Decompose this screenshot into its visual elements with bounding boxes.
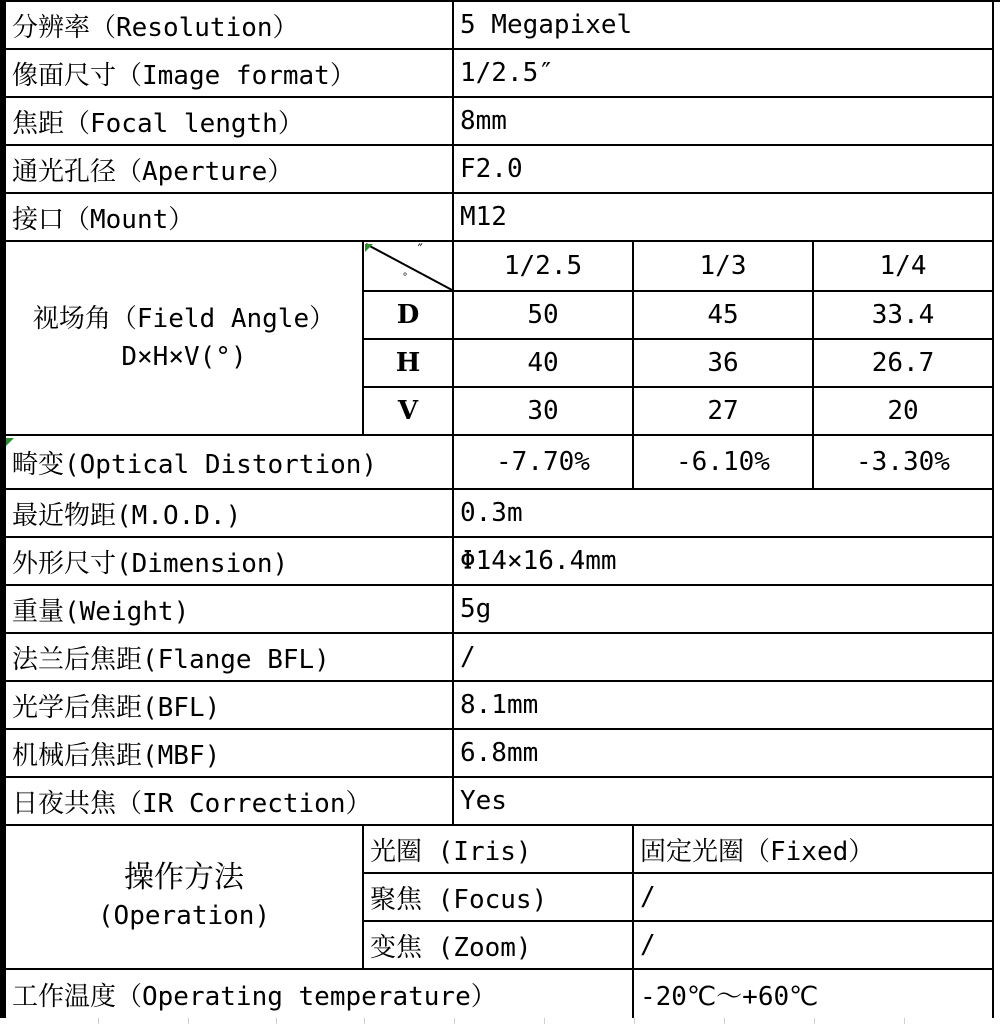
weight-value: 5g [454, 586, 994, 634]
mbf-label: 机械后焦距(MBF) [6, 730, 454, 778]
iris-value: 固定光圈（Fixed） [634, 826, 994, 874]
v-value-1: 30 [454, 388, 634, 436]
image-format-label: 像面尺寸（Image format） [6, 50, 454, 98]
iris-label: 光圈 (Iris) [364, 826, 634, 874]
resolution-label: 分辨率（Resolution） [6, 2, 454, 50]
field-angle-label [6, 242, 364, 436]
grid-footer [0, 1018, 1000, 1024]
axis-d-label: D [364, 292, 454, 340]
mod-value: 0.3m [454, 490, 994, 538]
h-value-2: 36 [634, 340, 814, 388]
grid-tick [364, 1018, 365, 1024]
bfl-value: 8.1mm [454, 682, 994, 730]
v-value-2: 27 [634, 388, 814, 436]
field-angle-label-line1: 视场角（Field Angle） [32, 304, 336, 334]
d-value-2: 45 [634, 292, 814, 340]
field-angle-label-line2: D×H×V(°) [121, 342, 247, 372]
zoom-value: / [634, 922, 994, 970]
distortion-value-3: -3.30% [814, 436, 994, 490]
field-angle-corner-cell [364, 242, 454, 292]
focus-value: / [634, 874, 994, 922]
operation-label [6, 826, 364, 970]
mod-label: 最近物距(M.O.D.) [6, 490, 454, 538]
operation-label-line1: 操作方法 [124, 860, 244, 895]
axis-h-label: H [364, 340, 454, 388]
dimension-label: 外形尺寸(Dimension) [6, 538, 454, 586]
distortion-value-1: -7.70% [454, 436, 634, 490]
format-header-3: 1/4 [814, 242, 994, 292]
grid-tick [544, 1018, 545, 1024]
h-value-3: 26.7 [814, 340, 994, 388]
mount-label: 接口（Mount） [6, 194, 454, 242]
operation-label-line2: (Operation) [97, 901, 271, 931]
focus-label: 聚焦 (Focus) [364, 874, 634, 922]
operating-temperature-label: 工作温度（Operating temperature） [6, 970, 634, 1020]
grid-tick [454, 1018, 455, 1024]
axis-v-label: V [364, 388, 454, 436]
grid-tick [634, 1018, 635, 1024]
v-value-3: 20 [814, 388, 994, 436]
mbf-value: 6.8mm [454, 730, 994, 778]
focal-length-value: 8mm [454, 98, 994, 146]
grid-tick [724, 1018, 725, 1024]
grid-tick [98, 1018, 99, 1024]
format-header-1: 1/2.5 [454, 242, 634, 292]
mount-value: M12 [454, 194, 994, 242]
distortion-label: 畸变(Optical Distortion) [6, 436, 454, 490]
zoom-label: 变焦 (Zoom) [364, 922, 634, 970]
focal-length-label: 焦距（Focal length） [6, 98, 454, 146]
d-value-1: 50 [454, 292, 634, 340]
aperture-value: F2.0 [454, 146, 994, 194]
d-value-3: 33.4 [814, 292, 994, 340]
grid-tick [276, 1018, 277, 1024]
operating-temperature-value: -20℃～+60℃ [634, 970, 994, 1020]
dimension-value: Φ14×16.4mm [454, 538, 994, 586]
bfl-label: 光学后焦距(BFL) [6, 682, 454, 730]
h-value-1: 40 [454, 340, 634, 388]
corner-top-mark: ″ [416, 242, 425, 258]
corner-bottom-mark: ° [402, 272, 409, 283]
distortion-value-2: -6.10% [634, 436, 814, 490]
resolution-value: 5 Megapixel [454, 2, 994, 50]
flange-bfl-label: 法兰后焦距(Flange BFL) [6, 634, 454, 682]
grid-tick [814, 1018, 815, 1024]
aperture-label: 通光孔径（Aperture） [6, 146, 454, 194]
image-format-value: 1/2.5″ [454, 50, 994, 98]
ir-correction-label: 日夜共焦（IR Correction） [6, 778, 454, 826]
comment-marker-icon [365, 244, 373, 252]
grid-tick [904, 1018, 905, 1024]
grid-tick [188, 1018, 189, 1024]
comment-marker-icon [6, 438, 14, 446]
format-header-2: 1/3 [634, 242, 814, 292]
flange-bfl-value: / [454, 634, 994, 682]
weight-label: 重量(Weight) [6, 586, 454, 634]
ir-correction-value: Yes [454, 778, 994, 826]
